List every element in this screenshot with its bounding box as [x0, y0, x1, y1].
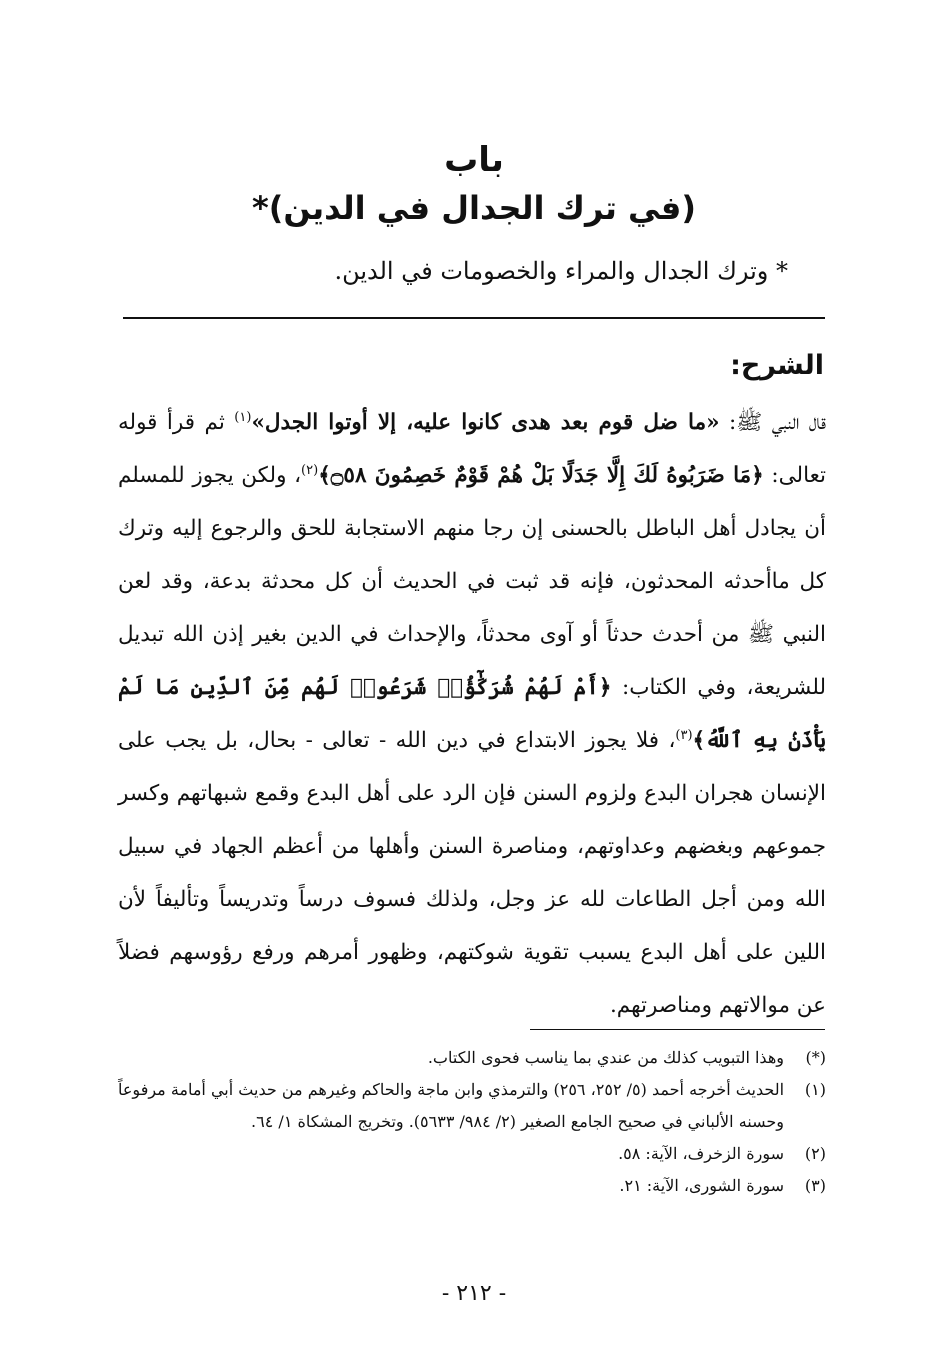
footnote-ref-1: (١)	[234, 409, 252, 425]
chapter-note: * وترك الجدال والمراء والخصومات في الدين.	[334, 257, 788, 285]
footnote-text: الحديث أخرجه أحمد (٥/ ٢٥٢، ٢٥٦) والترمذي وابن ماجة والحاكم وغيرهم من حديث أبي أمامة مرفوعاً وحسنه الألباني في صحيح الجامع الصغير (٢/ ٩٨٤/ ٥٦٣٣). وتخريج المشكاة ١/ ٦٤.	[118, 1080, 785, 1131]
footnote-marker: (٣)	[804, 1176, 826, 1195]
chapter-subtitle: (في ترك الجدال في الدين)*	[252, 189, 696, 227]
footnote-text: سورة الزخرف، الآية: ٥٨.	[618, 1144, 784, 1163]
footnote-item	[118, 1074, 826, 1138]
body-segment-1: قال النبي ﷺ:	[719, 410, 826, 435]
footnote-divider	[530, 1029, 825, 1030]
footnote-marker: (١)	[804, 1080, 826, 1099]
footnote-item	[118, 1170, 826, 1202]
body-segment-3: ، ولكن يجوز للمسلم أن يجادل أهل الباطل بالحسنى إن رجا منهم الاستجابة للحق والرجوع إليه وترك كل ماأحدثه المحدثون، فإنه قد ثبت في الحديث أن كل محدثة بدعة، وقد لعن النبي ﷺ من أحدث حدثاً أو آوى محدثاً، والإحداث في الدين بغير إذن الله تبديل للشريعة، وفي الكتاب:	[118, 463, 826, 700]
body-segment-4: ، فلا يجوز الابتداع في دين الله - تعالى - بحال، بل يجب على الإنسان هجران البدع ولزوم السنن فإن الرد على أهل البدع وقمع شبهاتهم وكسر جموعهم وبغضهم وعداوتهم، ومناصرة السنن وأهلها من أعظم الجهاد في سبيل الله ومن أجل الطاعات لله عز وجل، ولذلك فسوف درساً وتدريساً وتأليفاً لأن اللين على أهل البدع يسبب تقوية شوكتهم، وظهور أمرهم ورفع رؤوسهم فضلاً عن موالاتهم ومناصرتهم.	[118, 728, 826, 1018]
footnote-item	[118, 1138, 826, 1170]
chapter-title: باب	[444, 140, 504, 180]
footnote-text: سورة الشورى، الآية: ٢١.	[619, 1176, 784, 1195]
quran-verse-1: ﴿مَا ضَرَبُوهُ لَكَ إِلَّا جَدَلًا بَلْ هُمْ قَوْمٌ خَصِمُونَ ۝٥٨﴾	[318, 463, 764, 488]
commentary-body	[118, 396, 826, 1032]
page-number: - ٢١٢ -	[441, 1281, 507, 1306]
footnote-ref-3: (٣)	[675, 727, 693, 743]
section-heading: الشرح:	[730, 350, 824, 381]
footnote-marker: (*)	[805, 1048, 826, 1067]
body-segment-2: ثم قرأ قوله تعالى:	[118, 410, 826, 488]
footnotes	[118, 1042, 826, 1202]
quran-verse-2: ﴿أَمْ لَهُمْ شُرَكَٰٓؤُا۟ شَرَعُوا۟ لَهُم مِّنَ ٱلدِّينِ مَا لَمْ يَأْذَنۢ بِهِ ٱللَّهُ﴾	[118, 675, 826, 753]
footnote-marker: (٢)	[804, 1144, 826, 1163]
footnote-item	[118, 1042, 826, 1074]
hadith-quote: «ما ضل قوم بعد هدى كانوا عليه، إلا أوتوا الجدل»	[251, 410, 720, 435]
title-divider	[123, 317, 825, 319]
footnote-ref-2: (٢)	[301, 462, 319, 478]
footnote-text: وهذا التبويب كذلك من عندي بما يناسب فحوى الكتاب.	[427, 1048, 784, 1067]
commentary-paragraph	[118, 396, 826, 1032]
